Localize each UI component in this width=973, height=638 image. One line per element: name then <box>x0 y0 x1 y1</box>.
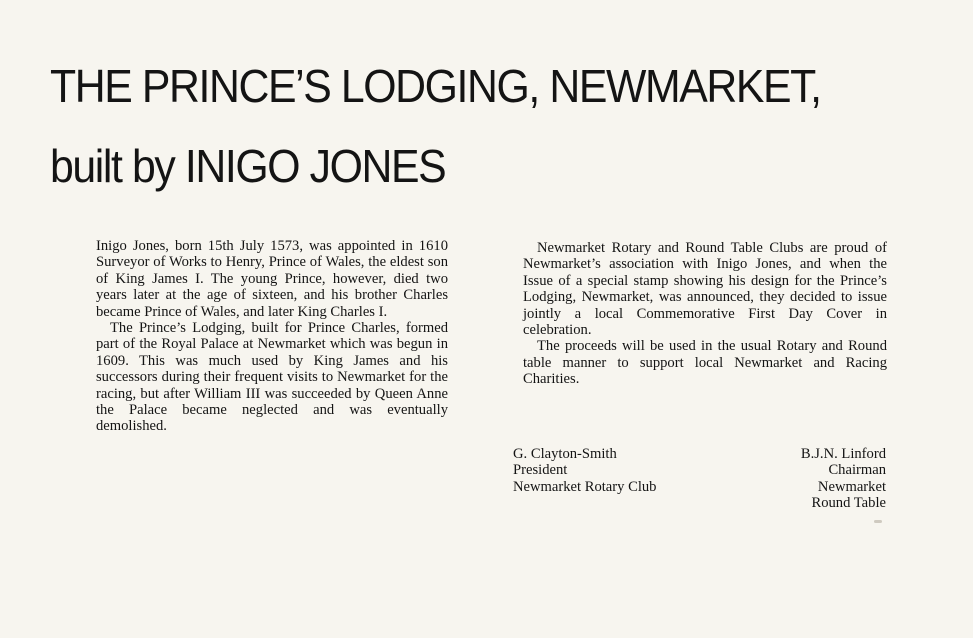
title-line-1: THE PRINCE’S LODGING, NEWMARKET, <box>50 60 821 112</box>
paragraph-inigo-jones: Inigo Jones, born 15th July 1573, was appointed in 1610 Surveyor of Works to Henry, Prince of Wales, the eldest son of King James I. The young Prince, however, died two years later at the age of sixteen, and his brother Charles became Prince of Wales, and later King Charles I. <box>96 238 448 320</box>
signatory-organization: Newmarket Rotary Club <box>513 478 657 495</box>
signatory-role: President <box>513 462 568 479</box>
right-column <box>523 240 887 388</box>
signatory-organization-line-1: Newmarket <box>817 478 886 495</box>
left-column <box>96 238 448 435</box>
signature-left <box>513 446 656 495</box>
paragraph-princes-lodging: The Prince’s Lodging, built for Prince Charles, formed part of the Royal Palace at Newmarket which was begun in 1609. This was much used by King James and his successors during their frequent visits to Newmarket for the racing, but after William III was succeeded by Queen Anne the Palace became neglected and was eventually demolished. <box>96 320 448 435</box>
title-line-2: built by INIGO JONES <box>50 140 446 192</box>
signature-right <box>801 446 886 512</box>
signatory-organization-line-2: Round Table <box>811 495 886 512</box>
signatory-name: G. Clayton-Smith <box>513 446 617 462</box>
paragraph-proceeds: The proceeds will be used in the usual Rotary and Round table manner to support local Newmarket and Racing Charities. <box>523 338 887 388</box>
paper-mark <box>874 520 882 523</box>
signatory-role: Chairman <box>828 462 886 479</box>
paragraph-clubs: Newmarket Rotary and Round Table Clubs are proud of Newmarket’s association with Inigo Jones, and when the Issue of a special stamp showing his design for the Prince’s Lodging, Newmarket, was announced, they decided to issue jointly a local Commemorative First Day Cover in celebration. <box>523 240 887 339</box>
signatory-name: B.J.N. Linford <box>800 446 886 462</box>
